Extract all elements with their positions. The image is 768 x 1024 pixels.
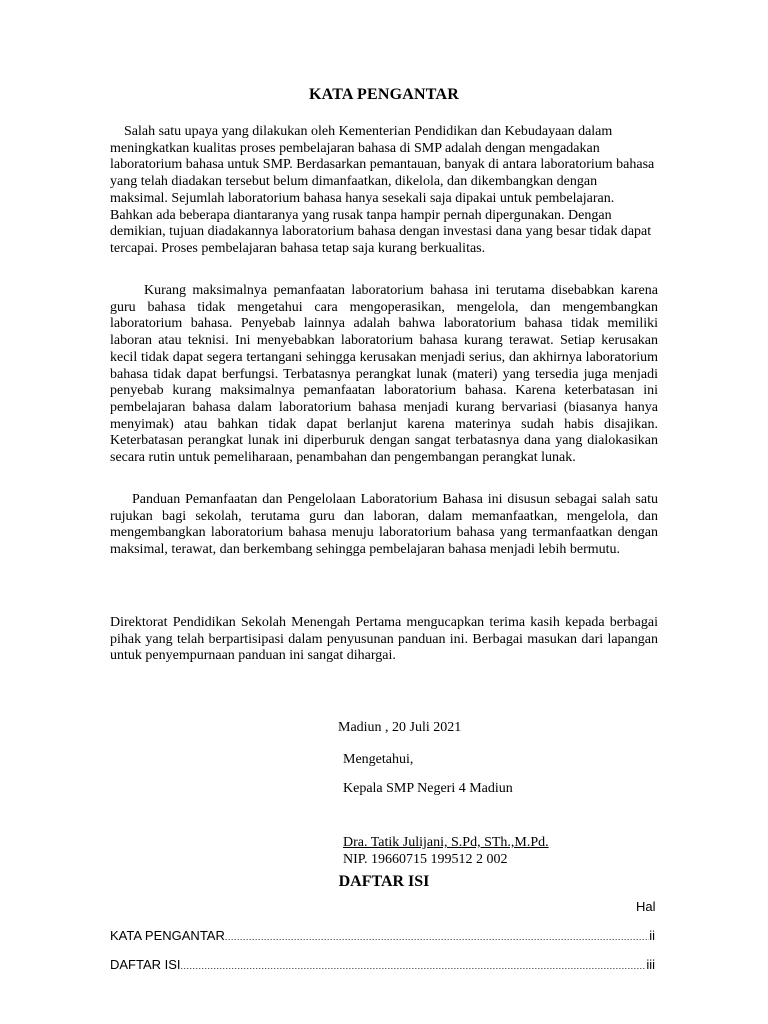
principal-name: Dra. Tatik Julijani, S.Pd, STh.,M.Pd. — [343, 835, 549, 850]
preface-paragraph-4: Direktorat Pendidikan Sekolah Menengah Pertama mengucapkan terima kasih kepada berbagai pihak yang telah berpartisipasi dalam penyusunan panduan ini. Berbagai masukan dari lapangan untuk penyempurnaan panduan ini sangat dihargai. — [110, 615, 658, 664]
preface-paragraph-2: Kurang maksimalnya pemanfaatan laboratorium bahasa ini terutama disebabkan karena guru bahasa tidak mengetahui cara mengoperasikan, mengelola, dan mengembangkan laboratorium bahasa. Penyebab lainnya adalah bahwa laboratorium bahasa tidak memiliki laboran atau teknisi. Ini menyebabkan laboratorium bahasa kurang terawat. Setiap kerusakan kecil tidak dapat segera tertangani sehingga kerusakan menjadi serius, dan akhirnya laboratorium bahasa tidak dapat berfungsi. Terbatasnya perangkat lunak (materi) yang tersedia juga menjadi penyebab kurang maksimalnya pemanfaatan laboratorium bahasa. Karena keterbatasan ini pembelajaran bahasa dalam laboratorium bahasa menjadi kurang bervariasi (biasanya hanya menyimak) atau bahkan tidak dapat berlanjut karena materinya sudah habis disajikan. Keterbatasan perangkat lunak ini diperburuk dengan sangat terbatasnya dana yang dialokasikan secara rutin untuk pemeliharaan, penambahan dan pengembangan perangkat lunak. — [110, 283, 658, 466]
toc-title: DAFTAR ISI — [338, 873, 430, 890]
toc-leader-dots — [181, 961, 647, 971]
preface-title: KATA PENGANTAR — [309, 86, 459, 103]
toc-entry[interactable] — [110, 957, 655, 972]
place-date: Madiun , 20 Juli 2021 — [338, 720, 462, 735]
toc-entry-label: DAFTAR ISI — [110, 957, 181, 972]
toc-leader-dots — [225, 932, 649, 942]
principal-position: Kepala SMP Negeri 4 Madiun — [343, 781, 513, 796]
acknowledge-label: Mengetahui, — [343, 752, 414, 767]
preface-paragraph-1: Salah satu upaya yang dilakukan oleh Kementerian Pendidikan dan Kebudayaan dalam meningkatkan kualitas proses pembelajaran bahasa di SMP adalah dengan mengadakan laboratorium bahasa untuk SMP. Berdasarkan pemantauan, banyak di antara laboratorium bahasa yang telah diadakan tersebut belum dimanfaatkan, dikelola, dan dikembangkan dengan maksimal. Sejumlah laboratorium bahasa hanya sesekali saja dipakai untuk pembelajaran. Bahkan ada beberapa diantaranya yang rusak tanpa hampir pernah dipergunakan. Dengan demikian, tujuan diadakannya laboratorium bahasa dengan investasi dana yang besar tidak dapat tercapai. Proses pembelajaran bahasa tetap saja kurang berkualitas. — [110, 124, 655, 256]
toc-entry-label: KATA PENGANTAR — [110, 928, 225, 943]
toc-entry-page: iii — [646, 957, 655, 972]
preface-paragraph-3: Panduan Pemanfaatan dan Pengelolaan Laboratorium Bahasa ini disusun sebagai salah satu rujukan bagi sekolah, terutama guru dan laboran, dalam memanfaatkan, mengelola, dan mengembangkan laboratorium bahasa menuju laboratorium bahasa yang termanfaatkan dengan maksimal, terawat, dan berkembang sehingga pembelajaran bahasa menjadi lebih bermutu. — [110, 492, 658, 558]
toc-entry-page: ii — [649, 928, 655, 943]
toc-entry[interactable] — [110, 928, 655, 943]
toc-page-header: Hal — [636, 899, 656, 914]
principal-nip: NIP. 19660715 199512 2 002 — [343, 852, 508, 867]
